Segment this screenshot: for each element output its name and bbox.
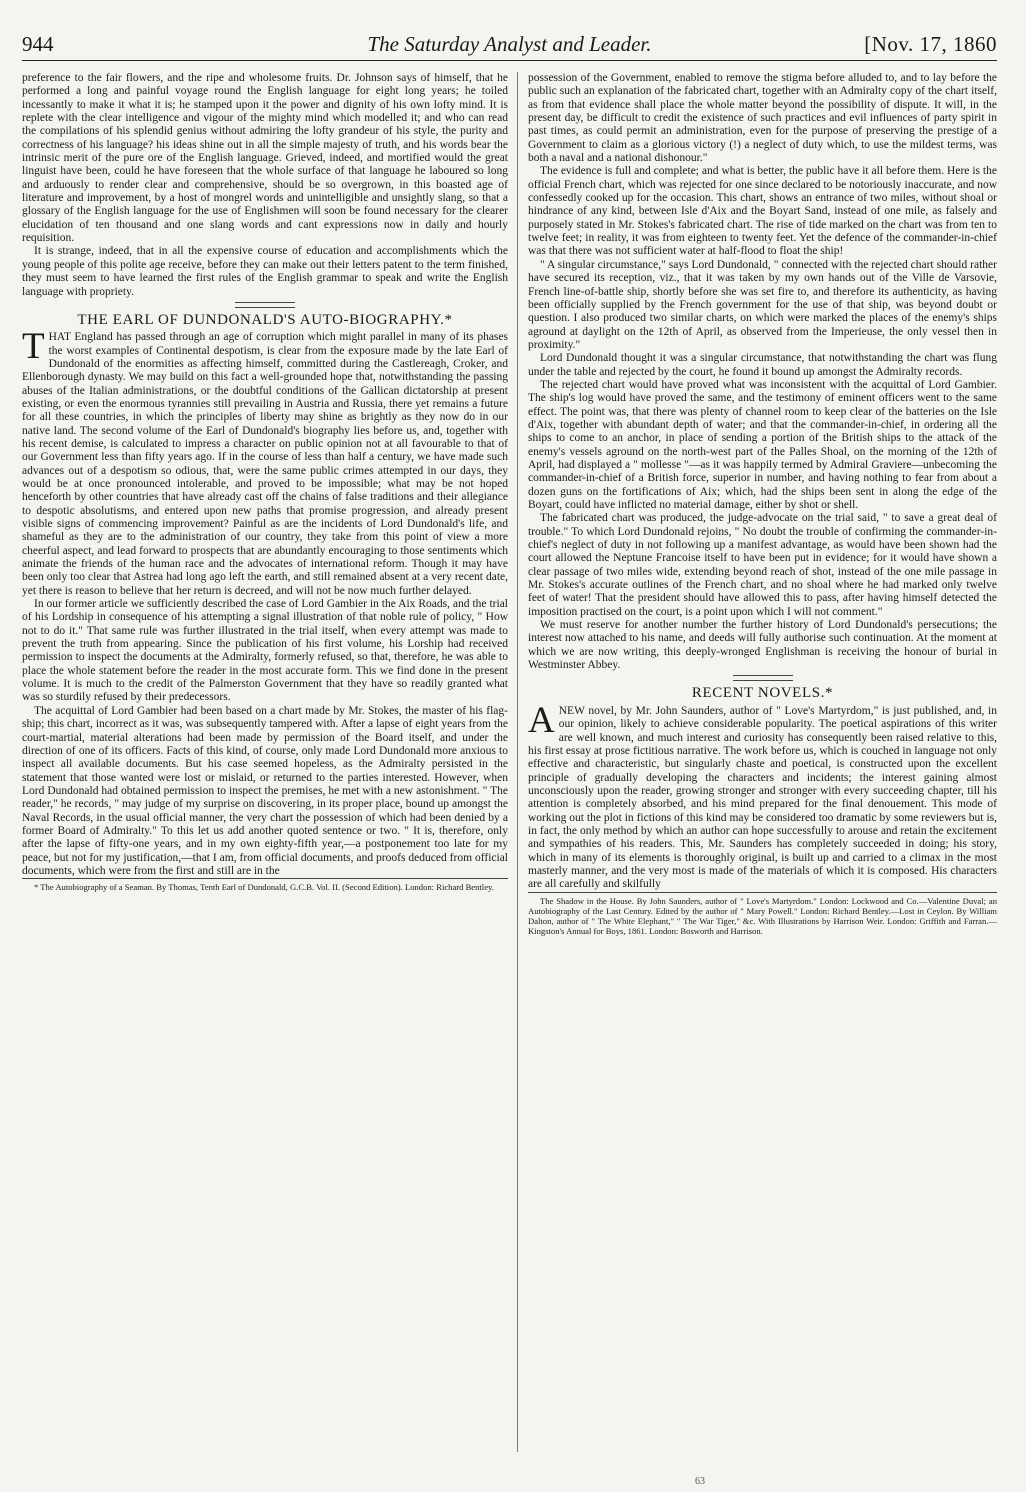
section-title-novels: RECENT NOVELS.* — [691, 685, 834, 702]
publication-title: The Saturday Analyst and Leader. — [367, 32, 652, 56]
lead-text: HAT England has passed through an age of corruption which might parallel in many of its phases the worst examples of Continental despotism, is clear from the exposure made by the late Earl of Dundonald of the enormities as affecting himself, committed during the Castlereagh, Croker, and Ellenborough dynasty. We may build on this fact a well-grounded hope that, notwithstanding the passing abuses of the Italian administrations, or the doubtful conditions of the Gallican dictatorship at present existing, or even the enormous tyrannies still prevailing in Austria and Russia, there yet remains a future for all these countries, in which the principles of liberty may shine as brightly as they now do in our native land. The second volume of the Earl of Dundonald's biography lies before us, and, together with his recent demise, is calculated to impress a character on public opinion not at all favourable to that of our Government less than fifty years ago. If in the course of less than half a century, we have made such advances out of a despotism so odious, that, were the same public crimes attempted in our days, they would be at once pronounced intolerable, and proved to be impossible; what may be not hoped henceforth by other countries that have already cast off the chains of false traditions and their allegiance to despotic absolutisms, and entered upon new paths that promise progression, and already present visible signs of commencing improvement? Painful as are the incidents of Lord Dundonald's life, and shameful as they are to the administration of our country, they take from this point of view a more cheerful aspect, and lead forward to prospects that are abundantly encouraging to those sentiments which animate the friends of the human race and the advocates of international reform. Though it may have been only too clear that Astrea had long ago left the earth, and still remained absent at a very recent date, yet there is reason to believe that her return is decreed, and will not be now much further delayed. — [22, 331, 508, 597]
intro-paragraph: It is strange, indeed, that in all the expensive course of education and accomplishments which the young people of this polite age receive, before they can make out their letters patent to the term finished, they must seem to have learned the first rules of the English grammar to speak and write the English language with propriety. — [22, 245, 508, 298]
article-paragraph: In our former article we sufficiently described the case of Lord Gambier in the Aix Roads, and the trial of his Lordship in consequence of his attempting a signal illustration of that noble rule of policy, " How not to do it." That same rule was further illustrated in the trial itself, when every attempt was made to prevent the truth from appearing. Since the publication of his first volume, his Lorship had received permission to inspect the documents at the Admiralty, formerly refused, so that, therefore, he was able to place the whole statement before the reader in the most accurate form. This we find done in the present volume. It is much to the credit of the Palmerston Government that they have so readily granted what was so sturdily refused by their predecessors. — [22, 598, 508, 704]
article-paragraph: Lord Dundonald thought it was a singular circumstance, that notwithstanding the chart was flung under the table and rejected by the court, he found it bound up amongst the Admiralty records. — [528, 352, 997, 378]
page-mark: 63 — [695, 1476, 705, 1487]
column-rule — [517, 72, 518, 1452]
dropcap: T — [22, 326, 45, 368]
article-paragraph: The rejected chart would have proved what was inconsistent with the acquittal of Lord Gambier. The ship's log would have proved the same, and the testimony of eminent officers went to the same effect. The point was, that there was plenty of channel room to keep clear of the batteries on the Isle d'Aix, together with abundant depth of water; and that the commander-in-chief, in ordering all the ships to come to an anchor, in place of sending a portion of the British ships to the attack of the enemy's vessels aground on the north-west part of the Palles Shoal, on the morning of the 12th of April, had displayed a " mollesse "—as it was happily termed by Admiral Graviere—unbecoming the commander-in-chief of a British force, superior in number, and having nothing to fear from about a dozen guns on the fortifications of Aix; which, had the ships been sent in along the edge of the Boyart, could have inflicted no material damage, either by shot or shell. — [528, 378, 997, 511]
section-title-dundonald: THE EARL OF DUNDONALD'S AUTO-BIOGRAPHY.* — [77, 311, 453, 328]
issue-date: [Nov. 17, 1860 — [864, 32, 997, 56]
intro-paragraph: preference to the fair flowers, and the ripe and wholesome fruits. Dr. Johnson says of himself, that he performed a long and painful voyage round the English language for eight long years; he toiled incessantly to make it what it is; he stamped upon it the power and dignity of his own lofty mind. It is replete with the clear intelligence and vigour of the mighty mind which modelled it; and who can read the compilations of his splendid genius without admiring the lofty grandeur of his style, the purity and correctness of his language? his ideas shine out in all the simple majesty of truth, and his words bear the intrinsic merit of the pure ore of the English language. Grieved, indeed, and mortified would the great linguist have been, could he have foreseen that the whole surface of that language he laboured so long and arduously to render clear and comprehensive, should be so overgrown, in this boasted age of literature and improvement, by a host of mongrel words and unintelligible and unsightly slang, so that a glossary of the English language for the use of Englishmen will soon be found necessary for the clearer elucidation of ten thousand and one slang words and cant expressions now in daily and hourly requisition. — [22, 72, 508, 245]
section-divider — [235, 302, 295, 308]
novels-text: NEW novel, by Mr. John Saunders, author of " Love's Martyrdom," is just published, and, in our opinion, likely to achieve considerable popularity. The poetical aspirations of this writer are well known, and much interest and curiosity has consequently been raised relative to this, his first essay at prose fictitious narrative. The work before us, which is couched in language not only effective and characteristic, but singularly chaste and poetical, is constructed upon the excellent principle of gradually developing the characters and incidents; the interest gaining almost unconsciously upon the reader, growing stronger and stronger with every succeeding chapter, till his attention is completely absorbed, and his mind prepared for the final denouement. This mode of working out the plot in fictions of this kind may be considered too dramatic by some reviewers but is, in fact, the only method by which an author can hope successfully to arouse and retain the excitement and sympathies of his readers. This, Mr. Saunders has completely succeeded in doing; his story, which in many of its elements is thoroughly original, is built up and carried to a climax in the most masterly manner, and the very most is made of the materials of which it is composed. His characters are all carefully and skilfully — [528, 704, 997, 891]
article-paragraph: The evidence is full and complete; and what is better, the public have it all before them. Here is the official French chart, which was rejected for one since declared to be notoriously inaccurate, and now confessedly cooked up for the occasion. This chart, shows an entrance of two miles, without shoal or hindrance of any kind, between Isle d'Aix and the Boyart Sand, instead of one mile, as falsely and purposely stated in Mr. Stokes's fabricated chart. The rise of tide marked on the chart was from ten to twelve feet; in reality, it was from eighteen to twenty feet. Yet the defence of the commander-in-chief was that there was not sufficient water at half-flood to float the ship! — [528, 165, 997, 258]
novels-lead-paragraph — [528, 699, 997, 892]
footnote-novels: The Shadow in the House. By John Saunders, author of " Love's Martyrdom." London: Lockwood and Co.—Valentine Duval; an Autobiography of the Last Century. Edited by the author of " Mary Powell." London: Richard Bentley.—Lost in Ceylon. By William Dalton, author of " The White Elephant," " The War Tiger," &c. With Illustrations by Harrison Weir. London: Griffith and Farran.—Kingston's Annual for Boys, 1861. London: Bosworth and Harrison. — [528, 892, 997, 937]
article-paragraph: The fabricated chart was produced, the judge-advocate on the trial said, " to save a great deal of trouble." To which Lord Dundonald rejoins, " No doubt the trouble of confirming the commander-in-chief's neglect of duty in not following up a manifest advantage, as would have been shown had the court allowed the Neptune Francoise itself to have been put in evidence; for it would have shown a clear passage of two miles wide, extending beyond reach of shot, instead of the one mile passage in Mr. Stokes's accurate outlines of the French chart, and no shoal where he had marked only twelve feet of water! That the president should have allowed this to pass, after having himself detected the imposition practised on the court, is a point upon which I will not comment." — [528, 512, 997, 618]
article-paragraph: possession of the Government, enabled to remove the stigma before alluded to, and to lay before the public such an explanation of the fabricated chart, together with an Admiralty copy of the chart itself, as from that evidence shall place the whole matter beyond the possibility of dispute. It will, in the present day, be difficult to credit the existence of such practices and evil influences of party spirit in past times, as could permit an administration, even for the purpose of preserving the prestige of a Government to claim as a glorious victory (!) a neglect of duty which, to use the mildest terms, was both a naval and a national dishonour." — [528, 72, 997, 165]
article-paragraph: We must reserve for another number the further history of Lord Dundonald's persecutions; the interest now attached to his name, and deeds will fully authorise such continuation. At the moment at which we are now writing, this deeply-wronged Englishman is receiving the honour of burial in Westminster Abbey. — [528, 619, 997, 672]
section-divider — [733, 675, 793, 681]
article-paragraph: The acquittal of Lord Gambier had been based on a chart made by Mr. Stokes, the master of his flag-ship; this chart, incorrect as it was, was subsequently tampered with. After a lapse of eight years from the court-martial, material alterations had been made by permission of the Board itself, and under the direction of one of its officers. Facts of this kind, of course, only made Lord Dundonald more anxious to inspect all available documents. But his case seemed hopeless, as the Admiralty persisted in the statement that those wanted were lost or mislaid, or returned to the parties interested. However, when Lord Dundonald had obtained permission to inspect the premises, he met with a new astonishment. " The reader," he records, " may judge of my surprise on discovering, in its proper place, bound up amongst the Naval Records, in the usual official manner, the very chart the possession of which had been denied by a former Board of Admiralty." To this let us add another quoted sentence or two. " It is, therefore, only after the lapse of fifty-one years, and in my own eighty-fifth year,—a postponement too late for my peace, but not for my justification,—that I am, from official documents, and proofs deduced from official documents, which were from the first and still are in the — [22, 704, 508, 877]
footnote-dundonald: * The Autobiography of a Seaman. By Thomas, Tenth Earl of Dundonald, G.C.B. Vol. II. (Second Edition). London: Richard Bentley. — [22, 878, 508, 892]
left-column — [22, 72, 508, 1464]
right-column — [528, 72, 997, 1464]
dropcap: A — [528, 699, 555, 741]
page-number: 944 — [22, 32, 54, 56]
page-header — [22, 30, 997, 61]
article-lead-paragraph — [22, 326, 508, 598]
article-paragraph: " A singular circumstance," says Lord Dundonald, " connected with the rejected chart should rather have secured its reception, viz., that it was taken by my own hands out of the Ville de Varsovie, French line-of-battle ship, shortly before she was set fire to, and therefore its authenticity, as having been officially supplied by the French government for the use of that ship, was beyond doubt or question. I also produced two similar charts, on which were marked the places of the enemy's ships aground at daylight on the 12th of April, as observed from the Imperieuse, the only vessel then in proximity." — [528, 258, 997, 351]
